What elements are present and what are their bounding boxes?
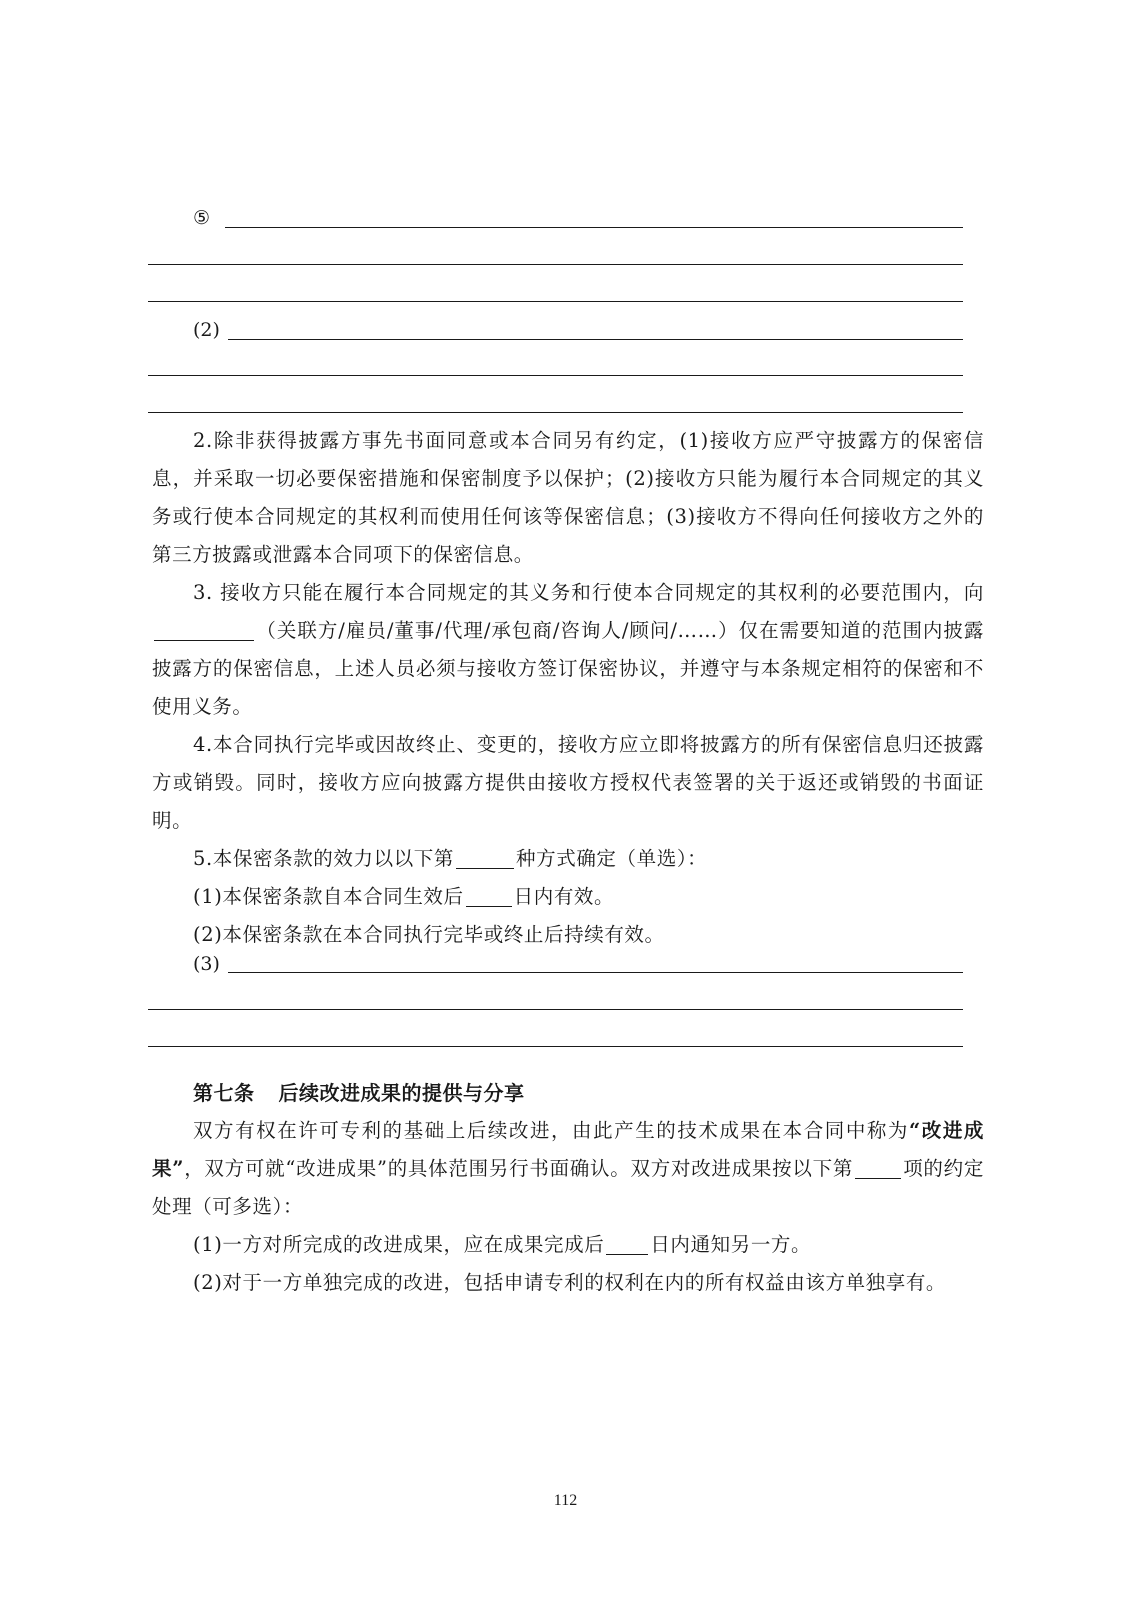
- fill-in-line[interactable]: [225, 227, 963, 228]
- clause-5-text-a: 5.本保密条款的效力以以下第: [193, 847, 455, 870]
- fill-in-line[interactable]: [228, 339, 963, 340]
- article-title: 后续改进成果的提供与分享: [278, 1081, 525, 1105]
- clause-5-text-b: 种方式确定（单选）：: [516, 847, 708, 870]
- clause-5-option-1: [193, 878, 614, 916]
- article-7-text-c: 项的约定处理（可多选）：: [152, 1157, 984, 1218]
- fill-in-line[interactable]: [148, 264, 963, 265]
- blank-notify-days[interactable]: [606, 1232, 648, 1255]
- blank-item-number[interactable]: [855, 1156, 901, 1179]
- clause-5: [193, 840, 707, 878]
- page-number: 112: [553, 1492, 578, 1509]
- article-7-option-2: (2)对于一方单独完成的改进，包括申请专利的权利在内的所有权益由该方单独享有。: [193, 1271, 947, 1294]
- a7-option-1-text-a: (1)一方对所完成的改进成果，应在成果完成后: [193, 1233, 605, 1256]
- article-7-option-1: [193, 1226, 811, 1264]
- article-7-text-a: 双方有权在许可专利的基础上后续改进，由此产生的技术成果在本合同中称为: [193, 1119, 909, 1142]
- list-marker-5: ⑤: [193, 207, 211, 229]
- fill-in-line[interactable]: [228, 972, 963, 973]
- blank-method-number[interactable]: [456, 846, 514, 869]
- list-marker-2: (2): [193, 319, 220, 341]
- article-7-text-b: ，双方可就“改进成果”的具体范围另行书面确认。双方对改进成果按以下第: [184, 1157, 854, 1180]
- article-7-paragraph: [152, 1112, 984, 1226]
- clause-4: 4.本合同执行完毕或因故终止、变更的，接收方应立即将披露方的所有保密信息归还披露方或销毁。同时，接收方应向披露方提供由接收方授权代表签署的关于返还或销毁的书面证明。: [152, 733, 984, 832]
- clause-2: 2.除非获得披露方事先书面同意或本合同另有约定，(1)接收方应严守披露方的保密信息，并采取一切必要保密措施和保密制度予以保护；(2)接收方只能为履行本合同规定的其义务或行使本合同规定的其权利而使用任何该等保密信息；(3)接收方不得向任何接收方之外的第三方披露或泄露本合同项下的保密信息。: [152, 429, 984, 566]
- fill-in-line[interactable]: [148, 301, 963, 302]
- a7-option-1-text-b: 日内通知另一方。: [650, 1233, 812, 1256]
- blank-days[interactable]: [466, 884, 512, 907]
- fill-in-line[interactable]: [148, 375, 963, 376]
- improvement-term: “改进成果”: [152, 1119, 984, 1180]
- option-1-text-a: (1)本保密条款自本合同生效后: [193, 885, 464, 908]
- option-1-text-b: 日内有效。: [513, 885, 615, 908]
- list-marker-3: (3): [193, 953, 220, 975]
- article-7-heading: [193, 1074, 525, 1112]
- blank-recipients[interactable]: [154, 618, 254, 641]
- clause-3-text-b: （关联方/雇员/董事/代理/承包商/咨询人/顾问/……）仅在需要知道的范围内披露披露方的保密信息，上述人员必须与接收方签订保密协议，并遵守与本条规定相符的保密和不使用义务。: [152, 619, 984, 718]
- article-number: 第七条: [193, 1081, 255, 1105]
- fill-in-line[interactable]: [148, 1009, 963, 1010]
- fill-in-line[interactable]: [148, 1046, 963, 1047]
- clause-5-option-2: (2)本保密条款在本合同执行完毕或终止后持续有效。: [193, 923, 665, 946]
- clause-3-text-a: 3. 接收方只能在履行本合同规定的其义务和行使本合同规定的其权利的必要范围内，向: [193, 581, 984, 604]
- clause-3: [152, 574, 984, 726]
- fill-in-line[interactable]: [148, 412, 963, 413]
